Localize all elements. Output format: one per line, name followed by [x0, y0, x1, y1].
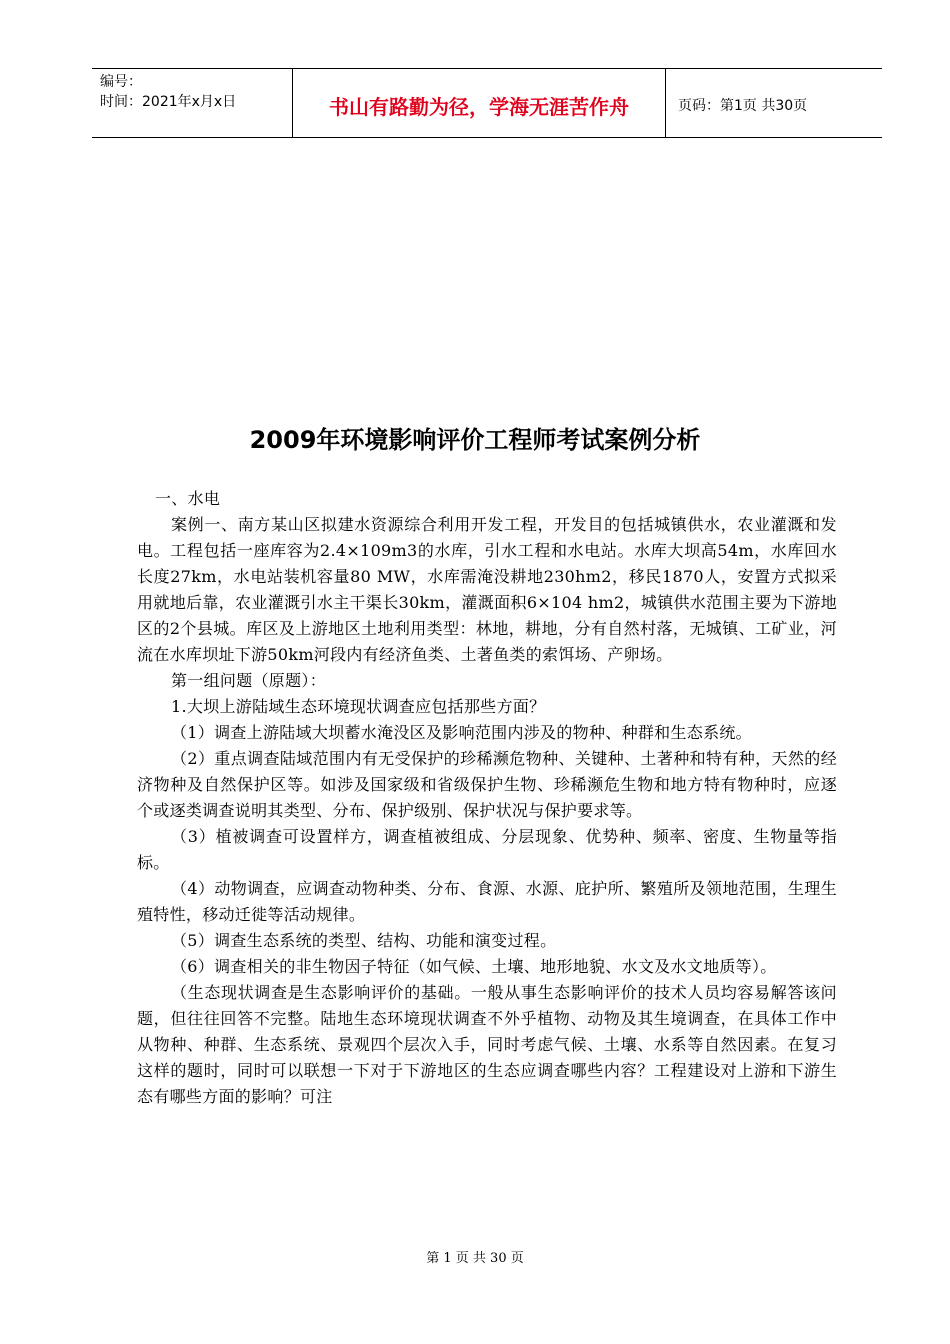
header-page-cell — [666, 69, 882, 137]
header-motto-cell — [292, 69, 666, 137]
paragraph: （4）动物调查，应调查动物种类、分布、食源、水源、庇护所、繁殖所及领地范围，生理生殖特性，移动迁徙等活动规律。 — [137, 879, 837, 924]
paragraph: （生态现状调查是生态影响评价的基础。一般从事生态影响评价的技术人员均容易解答该问题，但往往回答不完整。陆地生态环境现状调查不外乎植物、动物及其生境调查，在具体工作中从物种、种群、生态系统、景观四个层次入手，同时考虑气候、土壤、水系等自然因素。在复习这样的题时，同时可以联想一下对于下游地区的生态应调查哪些内容？工程建设对上游和下游生态有哪些方面的影响？可注 — [137, 983, 837, 1106]
document-title: 2009年环境影响评价工程师考试案例分析 — [249, 426, 701, 454]
paragraph: （5）调查生态系统的类型、结构、功能和演变过程。 — [171, 931, 557, 950]
header-table — [92, 68, 882, 138]
motto-text: 书山有路勤为径，学海无涯苦作舟 — [329, 95, 629, 119]
paragraph: 案例一、南方某山区拟建水资源综合利用开发工程，开发目的包括城镇供水，农业灌溉和发电。工程包括一座库容为2.4×109m3的水库，引水工程和水电站。水库大坝高54m，水库回水长度27km，水电站装机容量80 MW，水库需淹没耕地230hm2，移民1870人，安置方式拟采用就地后靠，农业灌溉引水主干渠长30km，灌溉面积6×104 hm2，城镇供水范围主要为下游地区的2个县城。库区及上游地区土地利用类型：林地，耕地，分有自然村落，无城镇、工矿业，河流在水库坝址下游50km河段内有经济鱼类、土著鱼类的索饵场、产卵场。 — [137, 515, 837, 664]
paragraph: （6）调查相关的非生物因子特征（如气候、土壤、地形地貌、水文及水文地质等）。 — [171, 957, 777, 976]
paragraph: （2）重点调查陆域范围内有无受保护的珍稀濒危物种、关键种、土著种和特有种，天然的经济物种及自然保护区等。如涉及国家级和省级保护生物、珍稀濒危生物和地方特有物种时，应逐个或逐类调查说明其类型、分布、保护级别、保护状况与保护要求等。 — [137, 749, 837, 820]
page-footer: 第 1 页 共 30 页 — [426, 1251, 524, 1266]
paragraph: （3）植被调查可设置样方，调查植被组成、分层现象、优势种、频率、密度、生物量等指标。 — [137, 827, 837, 872]
document-body — [137, 486, 837, 1110]
document-number-label: 编号： — [100, 74, 142, 90]
document-date-label: 时间：2021年x月x日 — [100, 94, 237, 110]
page-number-label: 页码：第1页 共30页 — [678, 98, 808, 114]
paragraph: （1）调查上游陆域大坝蓄水淹没区及影响范围内涉及的物种、种群和生态系统。 — [171, 723, 752, 742]
section-heading: 一、水电 — [155, 489, 221, 508]
header-info-cell — [92, 69, 292, 137]
paragraph: 1.大坝上游陆域生态环境现状调查应包括那些方面？ — [171, 697, 546, 716]
paragraph: 第一组问题（原题）： — [171, 671, 327, 690]
